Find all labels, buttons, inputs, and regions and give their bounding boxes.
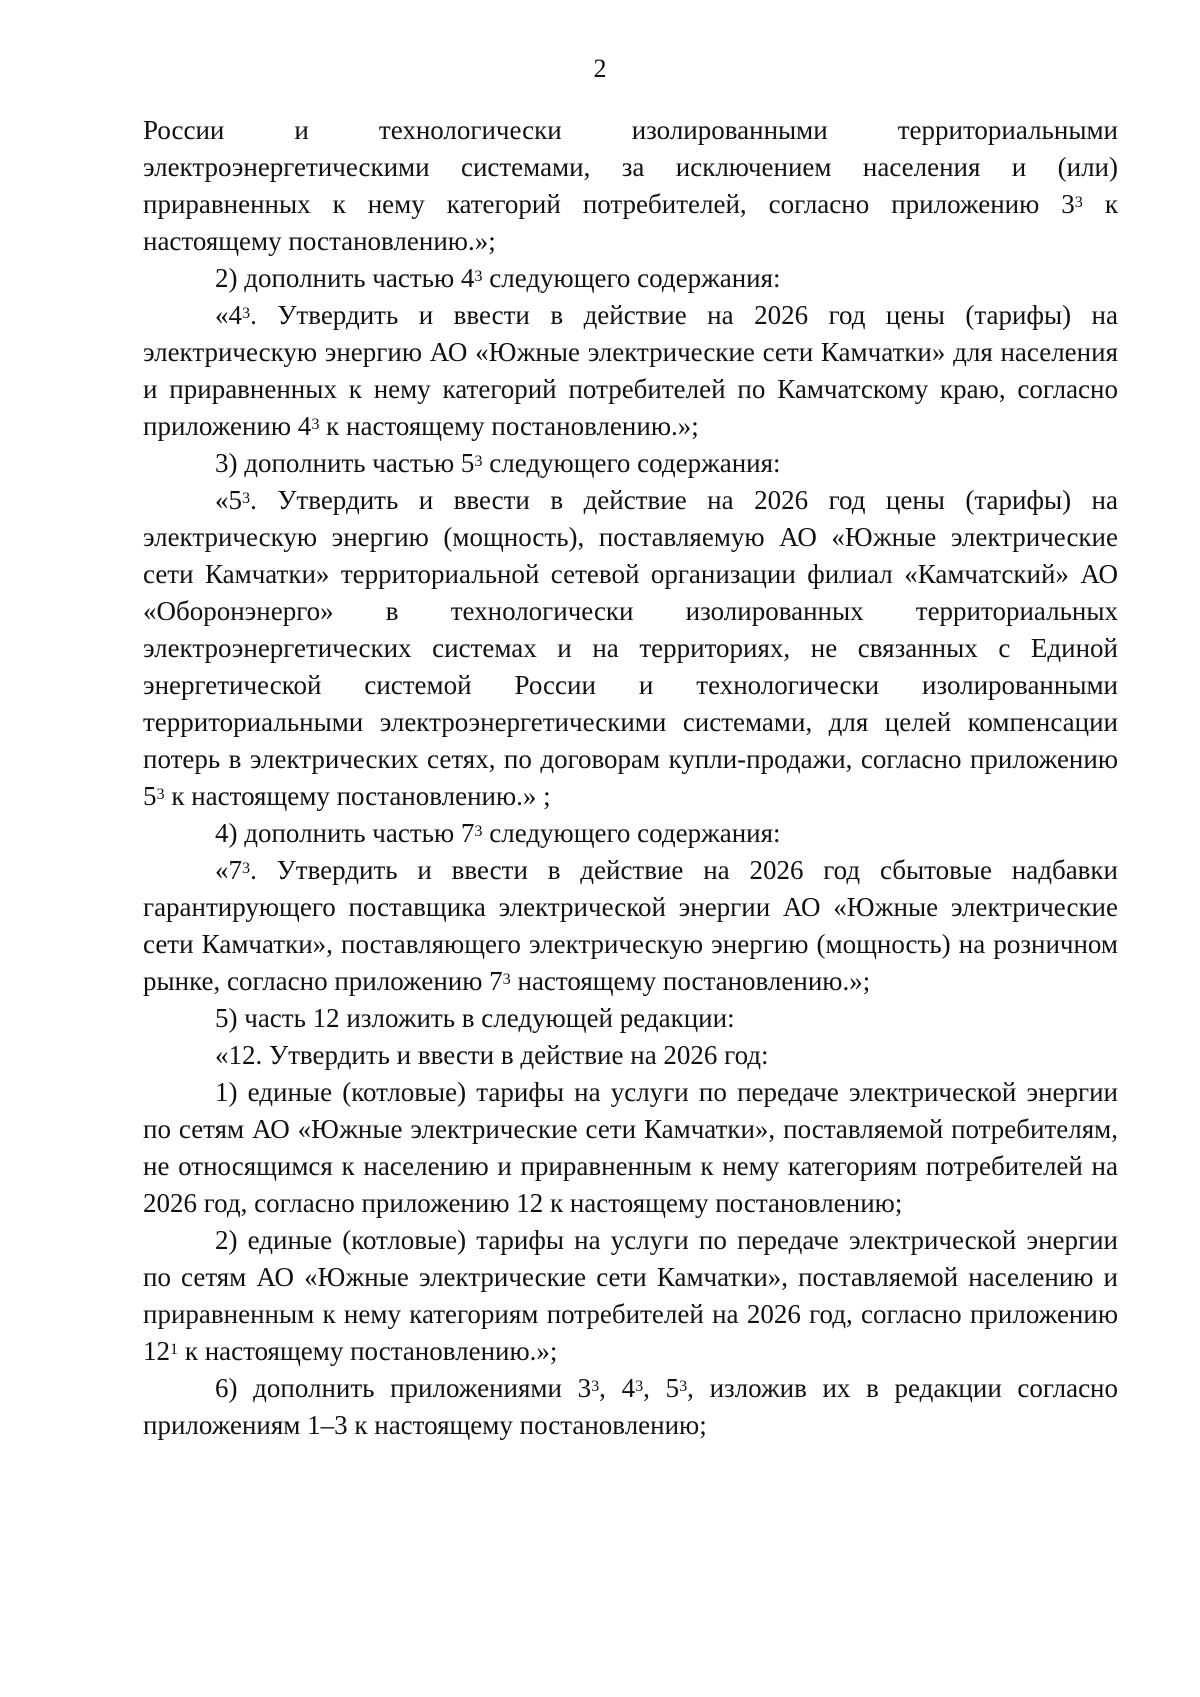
superscript: 3 (242, 489, 251, 508)
superscript: 3 (474, 452, 483, 471)
paragraph-part-4-3 (143, 297, 1118, 445)
text: , 4 (599, 1373, 636, 1403)
text: настоящему постановлению.»; (510, 966, 871, 996)
superscript: 3 (591, 1377, 600, 1396)
document-body (143, 112, 1118, 1444)
paragraph-part-7-3 (143, 852, 1118, 1000)
superscript: 3 (474, 822, 483, 841)
superscript: 3 (679, 1377, 688, 1396)
paragraph-part-12: «12. Утвердить и ввести в действие на 2026 год: (215, 1040, 769, 1070)
paragraph-part-5-3 (143, 482, 1118, 815)
superscript: 1 (170, 1340, 179, 1359)
superscript: 3 (242, 304, 251, 323)
text: . Утвердить и ввести в действие на 2026 год цены (тарифы) на электрическую энергию (мощность), поставляемую АО «Южные электрические сети Камчатки» территориальной сетевой организации филиал «Камчатский» АО «Оборонэнерго» в технологически изолированных территориальных электроэнергетических системах и на территориях, не связанных с Единой энергетической системой России и технологически изолированными территориальными электроэнергетическими системами, для целей компенсации потерь в электрических сетях, по договорам купли-продажи, согласно приложению 5 (143, 485, 1118, 811)
paragraph-item-4 (143, 815, 1118, 852)
text: , 5 (643, 1373, 680, 1403)
text: следующего содержания: (482, 818, 781, 848)
text: к настоящему постановлению.»; (178, 1336, 558, 1366)
text: , изложив их в редакции согласно приложениям 1–3 к настоящему постановлению; (143, 1373, 1119, 1440)
superscript: 3 (635, 1377, 644, 1396)
text: к настоящему постановлению.» ; (164, 781, 551, 811)
text: следующего содержания: (482, 448, 781, 478)
paragraph-item-3 (143, 445, 1118, 482)
text: «7 (215, 855, 242, 885)
page-number: 2 (593, 54, 607, 83)
text: «4 (215, 300, 242, 330)
text: 6) дополнить приложениями 3 (215, 1373, 592, 1403)
superscript: 3 (474, 267, 483, 286)
text: . Утвердить и ввести в действие на 2026 год цены (тарифы) на электрическую энергию АО «Южные электрические сети Камчатки» для населения и приравненных к нему категорий потребителей по Камчатскому краю, согласно приложению 4 (143, 300, 1118, 441)
superscript: 3 (242, 859, 251, 878)
paragraph-continuation (143, 112, 1118, 260)
superscript: 3 (502, 970, 511, 989)
text: к настоящему постановлению.»; (319, 411, 699, 441)
paragraph-item-6 (143, 1370, 1118, 1444)
text: 2) дополнить частью 4 (215, 263, 475, 293)
paragraph-subitem-2 (143, 1222, 1118, 1370)
text: . Утвердить и ввести в действие на 2026 год сбытовые надбавки гарантирующего поставщика электрической энергии АО «Южные электрические сети Камчатки», поставляющего электрическую энергию (мощность) на розничном рынке, согласно приложению 7 (143, 855, 1118, 996)
superscript: 3 (1074, 193, 1083, 212)
text: «5 (215, 485, 242, 515)
text: 3) дополнить частью 5 (215, 448, 475, 478)
paragraph-subitem-1: 1) единые (котловые) тарифы на услуги по передаче электрической энергии по сетям АО «Южные электрические сети Камчатки», поставляемой потребителям, не относящимся к населению и приравненным к нему категориям потребителей на 2026 год, согласно приложению 12 к настоящему постановлению; (143, 1077, 1118, 1218)
text: России и технологически изолированными территориальными электроэнергетическими системами, за исключением населения и (или) приравненных к нему категорий потребителей, согласно приложению 3 (143, 115, 1118, 219)
text: 4) дополнить частью 7 (215, 818, 475, 848)
text: к настоящему постановлению.»; (143, 189, 1118, 256)
superscript: 3 (311, 415, 320, 434)
text: следующего содержания: (482, 263, 781, 293)
paragraph-item-5: 5) часть 12 изложить в следующей редакции: (215, 1003, 735, 1033)
superscript: 3 (156, 785, 165, 804)
paragraph-item-2 (143, 260, 1118, 297)
text: 2) единые (котловые) тарифы на услуги по передаче электрической энергии по сетям АО «Южные электрические сети Камчатки», поставляемой населению и приравненным к нему категориям потребителей на 2026 год, согласно приложению 12 (143, 1225, 1118, 1366)
